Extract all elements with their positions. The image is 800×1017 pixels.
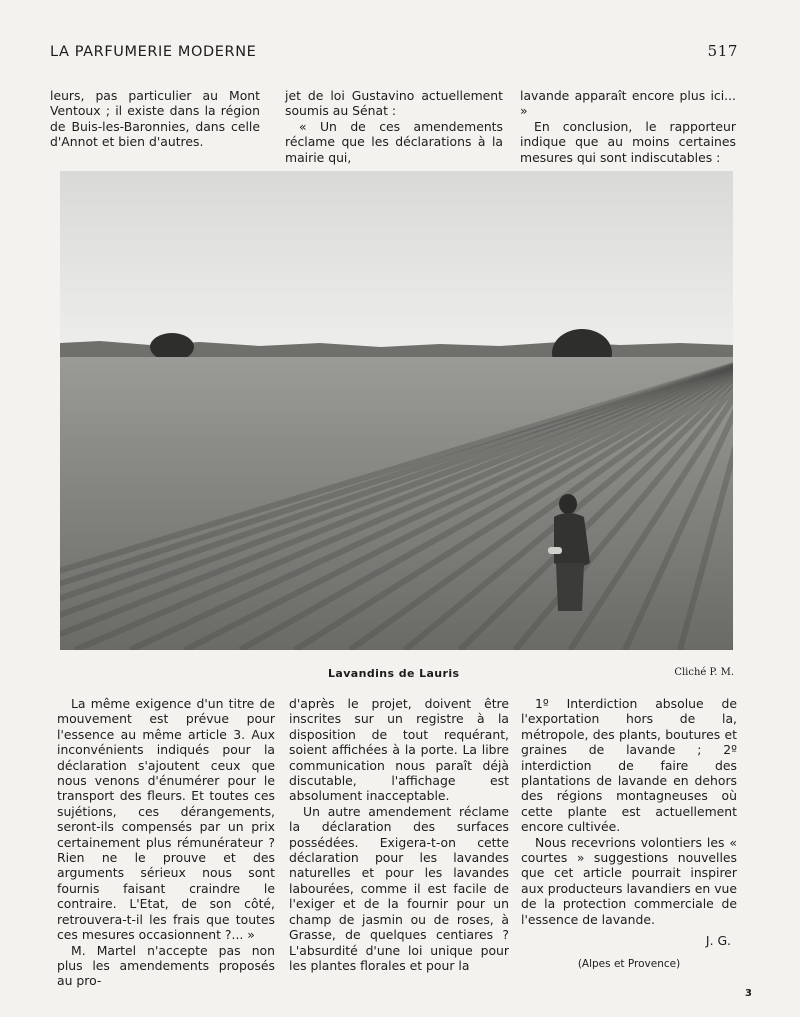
paragraph: leurs, pas particulier au Mont Ventoux ; il existe dans la région de Buis-les-Baronnies, dans celle d'Annot et bien d'autres. <box>50 88 260 150</box>
source-credit: (Alpes et Provence) <box>577 957 681 970</box>
paragraph: M. Martel n'accepte pas non plus les amendements proposés au pro- <box>57 942 275 989</box>
author-signature: J. G. <box>705 933 731 949</box>
sky <box>60 171 733 349</box>
paragraph: En conclusion, le rapporteur indique que au moins certaines mesures qui sont indiscutables : <box>520 118 736 165</box>
top-column-1 <box>50 88 260 150</box>
bottom-column-2 <box>289 696 509 973</box>
photo-credit: Cliché P. M. <box>674 667 734 678</box>
figure-caption: Lavandins de Lauris <box>328 667 460 680</box>
paragraph: lavande apparaît encore plus ici... » <box>520 88 736 119</box>
folio: 3 <box>745 988 752 999</box>
paragraph: Un autre amendement réclame la déclaration des surfaces possédées. Exigera-t-on cette déclaration pour les lavandes naturelles et pour les lavandes labourées, comme il est facile de l'exiger et de la fournir pour un champ de jasmin ou de roses, à Grasse, de quelques centiares ? L'absurdité d'une loi unique pour les plantes florales et pour la <box>289 803 509 973</box>
paragraph: La même exigence d'un titre de mouvement est prévue pour l'essence au même article 3. Aux inconvénients indiqués pour la déclaration s'ajoutent ceux que nous venons d'énumérer pour le transport des fleurs. Et toutes ces sujétions, ces dérangements, seront-ils compensés par un prix certainement plus rémunérateur ? Rien ne le prouve et des arguments sérieux nous sont fournis faisant craindre le contraire. L'Etat, de son côté, retrouvera-t-il les frais que toutes ces mesures occasionnent ?... » <box>57 696 275 943</box>
paragraph: jet de loi Gustavino actuellement soumis au Sénat : <box>285 88 503 119</box>
paragraph: d'après le projet, doivent être inscrites sur un registre à la disposition de tout requérant, soient affichées à la porte. La libre communication nous paraît déjà discutable, l'affichage est absolument inacceptable. <box>289 696 509 804</box>
bottom-column-1 <box>57 696 275 989</box>
journal-title: LA PARFUMERIE MODERNE <box>50 44 257 60</box>
tree-left <box>150 333 194 361</box>
lavender-field-photo <box>60 171 733 650</box>
paragraph: « Un de ces amendements réclame que les déclarations à la mairie qui, <box>285 118 503 165</box>
top-column-3 <box>520 88 736 165</box>
paragraph: 1º Interdiction absolue de l'exportation hors de la, métropole, des plants, boutures et graines de lavande ; 2º interdiction de faire des plantations de lavande en dehors des régions montagneuses où cette plante est actuellement encore cultivée. <box>521 696 737 835</box>
bottom-column-3 <box>521 696 737 972</box>
running-head <box>50 42 738 60</box>
page-number: 517 <box>707 42 738 60</box>
paragraph: Nous recevrions volontiers les « courtes » suggestions nouvelles que cet article pourrait inspirer aux producteurs lavandiers en vue de la protection commerciale de l'essence de lavande. <box>521 834 737 927</box>
top-column-2 <box>285 88 503 165</box>
photo-illustration <box>60 171 733 650</box>
